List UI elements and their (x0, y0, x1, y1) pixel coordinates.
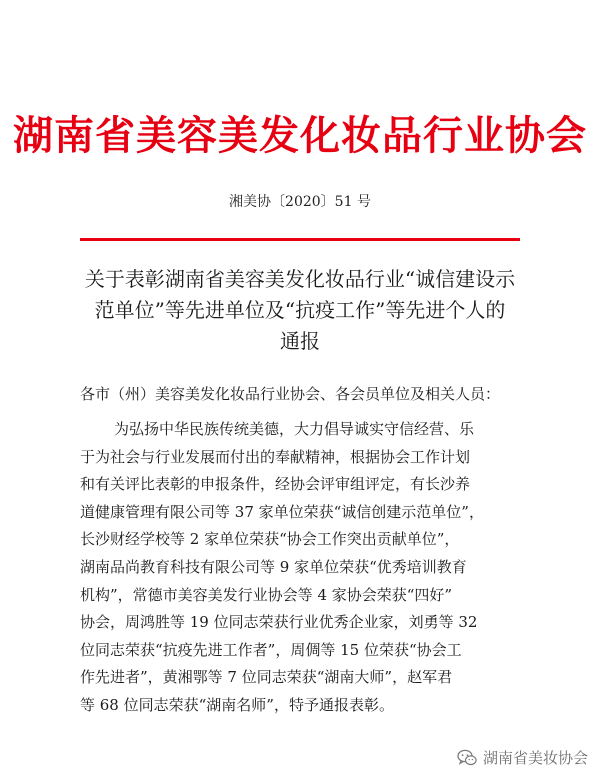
body-line: 长沙财经学校等 2 家单位荣获“协会工作突出贡献单位”， (80, 530, 460, 549)
watermark-text: 湖南省美妆协会 (482, 749, 588, 767)
notice-title-line: 通报 (280, 329, 320, 353)
body-line: 于为社会与行业发展而付出的奉献精神，根据协会工作计划 (80, 447, 471, 466)
body-line: 湖南品尚教育科技有限公司等 9 家单位荣获“优秀培训教育 (80, 557, 467, 576)
notice-title-line: 范单位”等先进单位及“抗疫工作”等先进个人的 (94, 298, 506, 322)
body-line: 位同志荣获“抗疫先进工作者”，周倜等 15 位荣获“协会工 (80, 640, 462, 659)
body-line: 和有关评比表彰的申报条件，经协会评审组评定，有长沙养 (80, 475, 471, 494)
organization-header-title: 湖南省美容美发化妆品行业协会 (13, 112, 587, 159)
body-line: 为弘扬中华民族传统美德，大力倡导诚实守信经营、乐 (114, 420, 475, 438)
wechat-watermark (457, 748, 588, 768)
wechat-icon (457, 749, 477, 767)
notice-title (72, 264, 528, 357)
body-line: 作先进者”，黄湘鄂等 7 位同志荣获“湖南大师”，赵军君 (80, 668, 453, 687)
letter-body (80, 416, 530, 720)
red-divider-line (80, 238, 520, 241)
body-line: 机构”，常德市美容美发行业协会等 4 家协会荣获“四好” (80, 585, 453, 604)
document-number: 湘美协〔2020〕51 号 (229, 194, 371, 210)
salutation: 各市（州）美容美发化妆品行业协会、各会员单位及相关人员： (80, 385, 501, 403)
body-line: 协会，周鸿胜等 19 位同志荣获行业优秀企业家，刘勇等 32 (80, 613, 478, 632)
body-line: 道健康管理有限公司等 37 家单位荣获“诚信创建示范单位”， (80, 502, 484, 521)
notice-title-line: 关于表彰湖南省美容美发化妆品行业“诚信建设示 (84, 267, 516, 291)
body-line: 等 68 位同志荣获“湖南名师”，特予通报表彰。 (80, 695, 394, 714)
